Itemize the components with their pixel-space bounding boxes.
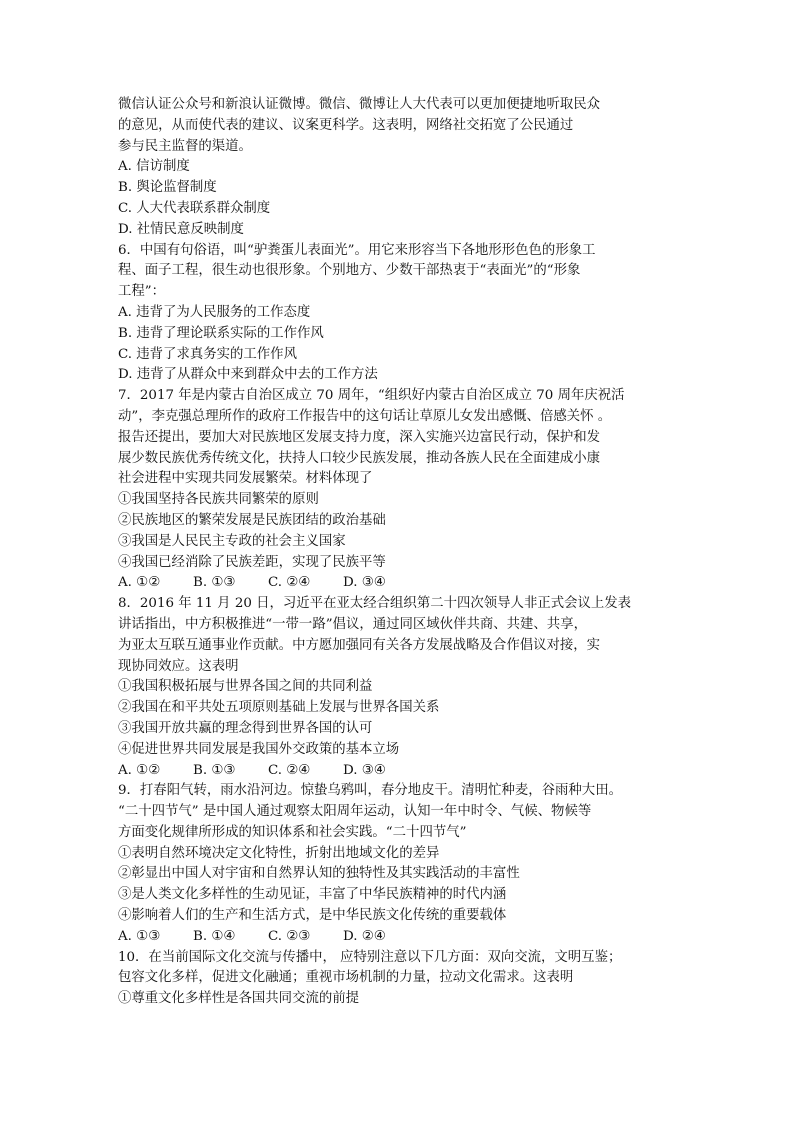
q8-stem-line: 8．2016 年 11 月 20 日，习近平在亚太经合组织第二十四次领导人非正式会议上发表 <box>118 596 632 612</box>
q9-stem-line: 方面变化规律所形成的知识体系和社会实践。“二十四节气” <box>118 824 467 840</box>
q9-choice-c: C. ②③ <box>268 928 311 944</box>
q7-item: ②民族地区的繁荣发展是民族团结的政治基础 <box>118 512 386 528</box>
q9-choice-b: B. ①④ <box>193 928 236 944</box>
q7-item: ④我国已经消除了民族差距，实现了民族平等 <box>118 554 386 570</box>
q8-item: ②我国在和平共处五项原则基础上发展与世界各国关系 <box>118 700 440 716</box>
q9-stem-line: “二十四节气” 是中国人通过观察太阳周年运动，认知一年中时令、气候、物候等 <box>118 804 592 820</box>
q10-item: ①尊重文化多样性是各国共同交流的前提 <box>118 991 360 1007</box>
q7-choice-b: B. ①③ <box>193 575 236 591</box>
q5-option-d: D. 社情民意反映制度 <box>118 221 244 237</box>
q8-stem-line: 为亚太互联互通事业作贡献。中方愿加强同有关各方发展战略及合作倡议对接，实 <box>118 637 601 653</box>
q6-option-d: D. 违背了从群众中来到群众中去的工作方法 <box>118 367 378 383</box>
q8-choice-a: A. ①② <box>118 762 161 778</box>
q9-choice-d: D. ②④ <box>343 928 386 944</box>
q5-option-c: C. 人大代表联系群众制度 <box>118 200 271 216</box>
q5-option-b: B. 舆论监督制度 <box>118 180 217 196</box>
q5-stem-line: 微信认证公众号和新浪认证微博。微信、微博让人大代表可以更加便捷地听取民众 <box>118 97 601 112</box>
q8-item: ④促进世界共同发展是我国外交政策的基本立场 <box>118 741 400 757</box>
q6-option-a: A. 违背了为人民服务的工作态度 <box>118 304 311 320</box>
q6-stem-line: 工程”： <box>118 284 166 300</box>
q5-stem-line: 的意见，从而使代表的建议、议案更科学。这表明，网络社交拓宽了公民通过 <box>118 117 574 133</box>
q5-stem-line: 参与民主监督的渠道。 <box>118 138 252 154</box>
q9-item: ①表明自然环境决定文化特性，折射出地域文化的差异 <box>118 845 440 861</box>
q6-option-b: B. 违背了理论联系实际的工作作风 <box>118 325 324 341</box>
q7-stem-line: 动”，李克强总理所作的政府工作报告中的这句话让草原儿女发出感慨、倍感关怀 。 <box>118 408 612 424</box>
q9-item: ④影响着人们的生产和生活方式，是中华民族文化传统的重要载体 <box>118 908 507 924</box>
q6-stem-line: 6．中国有句俗语，叫“驴粪蛋儿表面光”。用它来形容当下各地形形色色的形象工 <box>118 242 596 258</box>
q8-stem-line: 现协同效应。这表明 <box>118 658 239 674</box>
q9-item: ②彰显出中国人对宇宙和自然界认知的独特性及其实践活动的丰富性 <box>118 866 520 882</box>
q8-choice-b: B. ①③ <box>193 762 236 778</box>
q7-stem-line: 展少数民族优秀传统文化，扶持人口较少民族发展，推动各族人民在全面建成小康 <box>118 450 601 466</box>
q6-option-c: C. 违背了求真务实的工作作风 <box>118 346 297 362</box>
q8-item: ①我国积极拓展与世界各国之间的共同利益 <box>118 679 373 695</box>
q9-choice-a: A. ①③ <box>118 928 161 944</box>
q10-stem-line: 包容文化多样，促进文化融通；重视市场机制的力量，拉动文化需求。这表明 <box>118 970 574 986</box>
q5-option-a: A. 信访制度 <box>118 159 190 175</box>
q8-item: ③我国开放共赢的理念得到世界各国的认可 <box>118 720 373 736</box>
q9-item: ③是人类文化多样性的生动见证，丰富了中华民族精神的时代内涵 <box>118 887 507 903</box>
q9-choices <box>118 927 678 948</box>
exam-page <box>118 95 678 1010</box>
q7-item: ①我国坚持各民族共同繁荣的原则 <box>118 492 319 508</box>
q7-choice-a: A. ①② <box>118 575 161 591</box>
q7-stem-line: 7．2017 年是内蒙古自治区成立 70 周年，“组织好内蒙古自治区成立 70 周年庆祝活 <box>118 388 625 404</box>
q7-item: ③我国是人民民主专政的社会主义国家 <box>118 533 346 549</box>
q7-choice-c: C. ②④ <box>268 575 311 591</box>
q6-stem-line: 程、面子工程，很生动也很形象。个别地方、少数干部热衷于“表面光”的“形象 <box>118 263 581 279</box>
q8-choice-d: D. ③④ <box>343 762 386 778</box>
q7-choices <box>118 573 678 594</box>
q8-choice-c: C. ②④ <box>268 762 311 778</box>
q8-stem-line: 讲话指出，中方积极推进“一带一路”倡议，通过同区域伙伴共商、共建、共享， <box>118 616 587 632</box>
q8-choices <box>118 761 678 782</box>
q7-choice-d: D. ③④ <box>343 575 386 591</box>
q7-stem-line: 社会进程中实现共同发展繁荣。材料体现了 <box>118 471 373 487</box>
q10-stem-line: 10．在当前国际文化交流与传播中， 应特别注意以下几方面：双向交流，文明互鉴； <box>118 949 622 965</box>
q7-stem-line: 报告还提出，要加大对民族地区发展支持力度，深入实施兴边富民行动，保护和发 <box>118 429 601 445</box>
q9-stem-line: 9．打春阳气转，雨水沿河边。惊蛰乌鸦叫，春分地皮干。清明忙种麦，谷雨种大田。 <box>118 783 622 799</box>
